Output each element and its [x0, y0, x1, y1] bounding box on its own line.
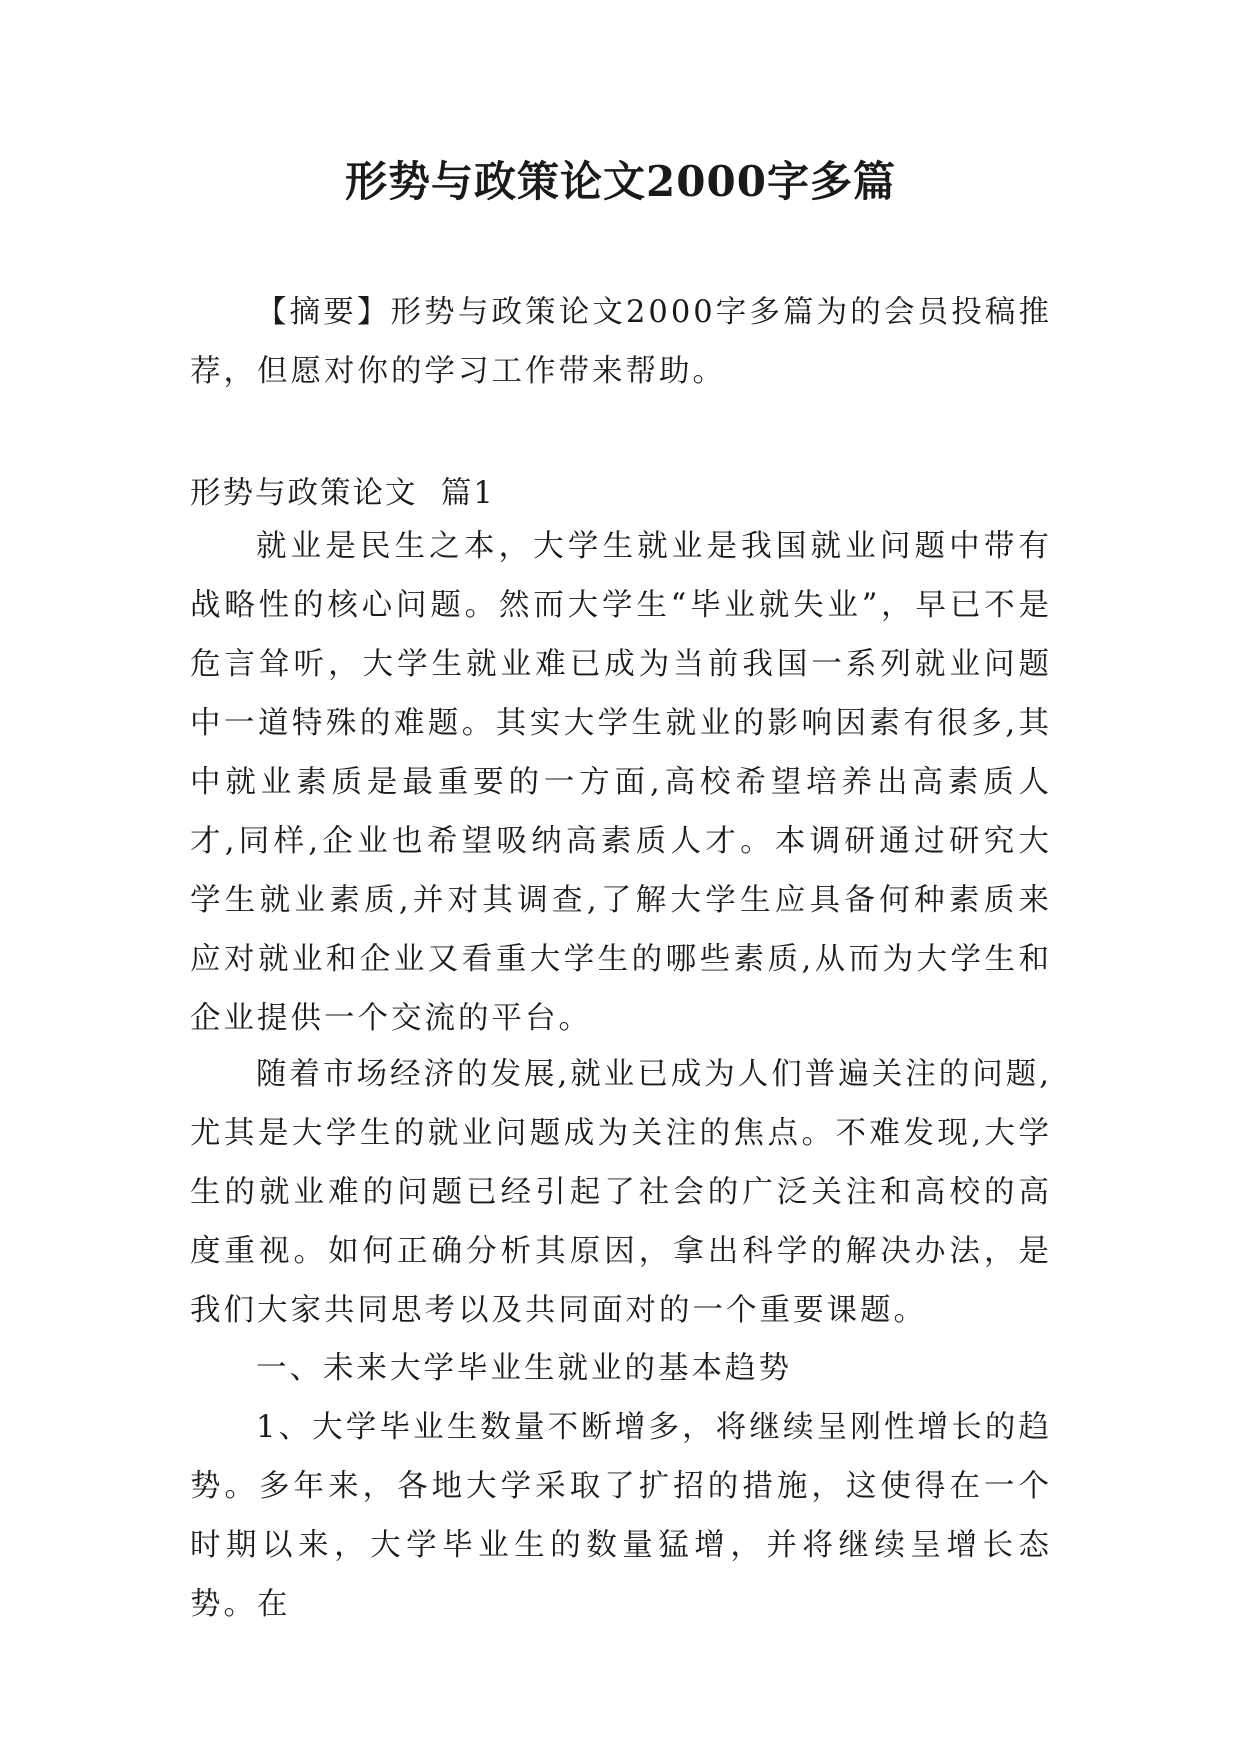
- document-title: 形势与政策论文2000字多篇: [345, 157, 896, 206]
- subheading-trends: 一、未来大学毕业生就业的基本趋势: [256, 1351, 792, 1386]
- body-paragraph-1: 就业是民生之本，大学生就业是我国就业问题中带有战略性的核心问题。然而大学生“毕业就失业”，早已不是危言耸听，大学生就业难已成为当前我国一系列就业问题中一道特殊的难题。其实大学生就业的影响因素有很多,其中就业素质是最重要的一方面,高校希望培养出高素质人才,同样,企业也希望吸纳高素质人才。本调研通过研究大学生就业素质,并对其调查,了解大学生应具备何种素质来应对就业和企业又看重大学生的哪些素质,从而为大学生和企业提供一个交流的平台。: [190, 529, 1052, 1036]
- body-paragraph-3: 1、大学毕业生数量不断增多，将继续呈刚性增长的趋势。多年来，各地大学采取了扩招的措施，这使得在一个时期以来，大学毕业生的数量猛增，并将继续呈增长态势。在: [190, 1410, 1052, 1622]
- body-paragraph-2: 随着市场经济的发展,就业已成为人们普遍关注的问题,尤其是大学生的就业问题成为关注的焦点。不难发现,大学生的就业难的问题已经引起了社会的广泛关注和高校的高度重视。如何正确分析其原因，拿出科学的解决办法，是我们大家共同思考以及共同面对的一个重要课题。: [190, 1057, 1052, 1328]
- abstract-paragraph: 【摘要】形势与政策论文2000字多篇为的会员投稿推荐，但愿对你的学习工作带来帮助。: [190, 295, 1052, 389]
- section-heading: 形势与政策论文 篇1: [190, 476, 495, 511]
